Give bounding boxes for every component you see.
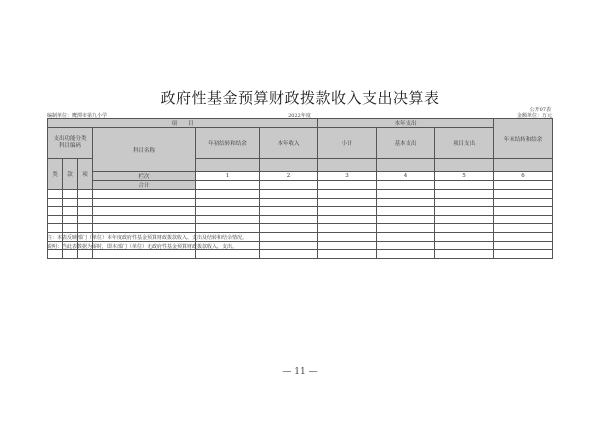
table-cell bbox=[260, 190, 318, 199]
subject-name-header: 科目名称 bbox=[93, 128, 196, 172]
column-number: 2 bbox=[260, 172, 318, 181]
project-header: 项 目 bbox=[48, 119, 318, 128]
basic-expense-header: 基本支出 bbox=[377, 128, 435, 159]
table-cell bbox=[93, 207, 196, 216]
project-expense-header-cont bbox=[435, 159, 494, 172]
table-cell bbox=[48, 215, 63, 224]
page-title: 政府性基金预算财政拨款收入支出决算表 bbox=[160, 89, 440, 107]
total-label: 合计 bbox=[93, 181, 196, 190]
table-cell bbox=[318, 224, 377, 233]
table-cell bbox=[196, 198, 260, 207]
table-row bbox=[48, 215, 553, 224]
section-header: 款 bbox=[63, 159, 78, 190]
table-cell bbox=[78, 207, 93, 216]
table-cell bbox=[260, 198, 318, 207]
compiling-unit: 编制单位：鹰潭市第九小学 bbox=[47, 113, 108, 119]
table-cell bbox=[260, 224, 318, 233]
begin-balance-header: 年初结转和结余 bbox=[196, 128, 260, 159]
table-cell bbox=[63, 207, 78, 216]
table-cell bbox=[63, 190, 78, 199]
table-cell bbox=[435, 207, 494, 216]
table-cell bbox=[93, 224, 196, 233]
table-cell bbox=[435, 190, 494, 199]
table-cell bbox=[435, 224, 494, 233]
table-cell bbox=[377, 215, 435, 224]
table-cell bbox=[494, 215, 553, 224]
column-index-label: 栏次 bbox=[93, 172, 196, 181]
column-number: 4 bbox=[377, 172, 435, 181]
column-number: 3 bbox=[318, 172, 377, 181]
total-value bbox=[318, 181, 377, 190]
subtotal-header: 小计 bbox=[318, 128, 377, 159]
note-text: 注：本表反映部门（单位）本年度政府性基金预算财政拨款收入、支出及结转和结余情况。 bbox=[47, 235, 248, 241]
table-cell bbox=[48, 207, 63, 216]
function-class-code-header: 支出功能分类 科目编码 bbox=[48, 128, 93, 159]
table-cell bbox=[93, 198, 196, 207]
table-row bbox=[48, 224, 553, 233]
total-value bbox=[196, 181, 260, 190]
item-header: 项 bbox=[78, 159, 93, 190]
table-row bbox=[48, 190, 553, 199]
table-cell bbox=[78, 224, 93, 233]
current-year-income-header-cont bbox=[260, 159, 318, 172]
table-cell bbox=[377, 224, 435, 233]
total-value bbox=[260, 181, 318, 190]
table-cell bbox=[377, 207, 435, 216]
table-cell bbox=[318, 215, 377, 224]
table-cell bbox=[48, 190, 63, 199]
table-cell bbox=[435, 198, 494, 207]
column-number: 6 bbox=[494, 172, 553, 181]
project-expense-header: 项目支出 bbox=[435, 128, 494, 159]
total-value bbox=[494, 181, 553, 190]
current-year-income-header: 本年收入 bbox=[260, 128, 318, 159]
table-cell bbox=[435, 215, 494, 224]
table-cell bbox=[318, 207, 377, 216]
page-number: — 11 — bbox=[282, 367, 318, 377]
basic-expense-header-cont bbox=[377, 159, 435, 172]
end-balance-header: 年末结转和结余 bbox=[494, 119, 553, 159]
table-cell bbox=[63, 224, 78, 233]
table-cell bbox=[48, 198, 63, 207]
table-cell bbox=[196, 224, 260, 233]
notes bbox=[47, 234, 552, 252]
table-cell bbox=[196, 215, 260, 224]
subtotal-header-cont bbox=[318, 159, 377, 172]
table-row bbox=[48, 207, 553, 216]
table-cell bbox=[93, 190, 196, 199]
end-balance-header-cont bbox=[494, 159, 553, 172]
column-number: 5 bbox=[435, 172, 494, 181]
begin-balance-header-cont bbox=[196, 159, 260, 172]
table-cell bbox=[494, 207, 553, 216]
form-number: 公开07表 bbox=[529, 107, 551, 113]
table-cell bbox=[318, 198, 377, 207]
column-number: 1 bbox=[196, 172, 260, 181]
current-year-expense-header: 本年支出 bbox=[318, 119, 494, 128]
table-cell bbox=[78, 190, 93, 199]
report-year: 2022年度 bbox=[288, 113, 311, 119]
total-value bbox=[435, 181, 494, 190]
table-cell bbox=[377, 198, 435, 207]
table-cell bbox=[63, 215, 78, 224]
table-cell bbox=[260, 207, 318, 216]
table-cell bbox=[494, 224, 553, 233]
table-cell bbox=[78, 198, 93, 207]
table-cell bbox=[196, 207, 260, 216]
table-row bbox=[48, 198, 553, 207]
table-cell bbox=[260, 215, 318, 224]
table-cell bbox=[318, 190, 377, 199]
table-cell bbox=[494, 190, 553, 199]
table-cell bbox=[63, 198, 78, 207]
table-cell bbox=[377, 190, 435, 199]
table-cell bbox=[93, 215, 196, 224]
table-cell bbox=[48, 224, 63, 233]
table-cell bbox=[196, 190, 260, 199]
class-header: 类 bbox=[48, 159, 63, 190]
table-cell bbox=[78, 215, 93, 224]
explanation-text: 说明：当此表数据为零时，即本部门（单位）无政府性基金预算财政拨款收入、支出。 bbox=[47, 244, 238, 250]
table-cell bbox=[494, 198, 553, 207]
total-value bbox=[377, 181, 435, 190]
amount-unit: 金额单位：万元 bbox=[516, 113, 552, 119]
